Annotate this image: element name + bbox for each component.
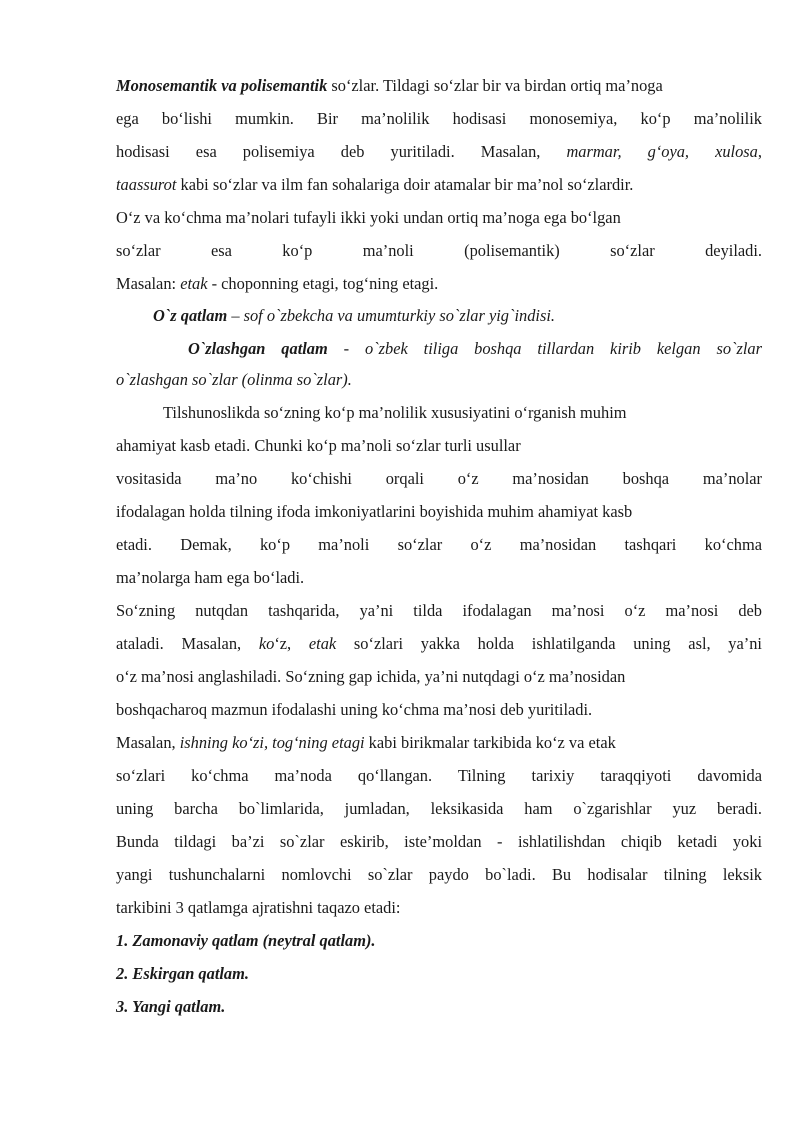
text-line (116, 733, 762, 753)
text-line: so‘zlari ko‘chma ma’noda qo‘llangan. Tilning tarixiy taraqqiyoti davomida (116, 766, 762, 785)
text-span: Masalan, (116, 733, 180, 752)
text-line (116, 634, 762, 654)
text-line: tarkibini 3 qatlamga ajratishni taqazo etadi: (116, 898, 401, 917)
term-heading: Monosemantik va polisemantik (116, 76, 328, 95)
italic-span: taassurot (116, 175, 177, 194)
text-span: so‘zlari yakka holda ishlatilganda uning asl, ya’ni (336, 634, 762, 653)
text-line: o‘z ma’nosi anglashiladi. So‘zning gap ichida, ya’ni nutqdagi o‘z ma’nosidan (116, 667, 626, 686)
italic-span: ko (258, 634, 275, 653)
text-line: ahamiyat kasb etadi. Chunki ko‘p ma’noli so‘zlar turli usullar (116, 436, 521, 455)
list-item: 1. Zamonaviy qatlam (neytral qatlam). (116, 931, 376, 950)
italic-span: marmar, g‘oya, xulosa (566, 142, 758, 161)
text-line: etadi. Demak, ko‘p ma’noli so‘zlar o‘z ma’nosidan tashqari ko‘chma (116, 535, 762, 554)
term-heading: O`z qatlam (153, 306, 228, 325)
list-item: 2. Eskirgan qatlam. (116, 964, 249, 983)
text-line: Bunda tildagi ba’zi so`zlar eskirib, iste’moldan - ishlatilishdan chiqib ketadi yoki (116, 832, 762, 851)
text-line: o`zlashgan so`zlar (olinma so`zlar). (116, 370, 352, 389)
text-line (116, 274, 762, 294)
text-line: ega bo‘lishi mumkin. Bir ma’nolilik hodisasi monosemiya, ko‘p ma’nolilik (116, 109, 762, 128)
text-line (116, 142, 762, 162)
text-line: ma’nolarga ham ega bo‘ladi. (116, 568, 305, 587)
text-line (153, 306, 762, 326)
italic-span: ishning ko‘zi, tog‘ning etagi (179, 733, 365, 752)
text-line: so‘zlar esa ko‘p ma’noli (polisemantik) so‘zlar deyiladi. (116, 241, 762, 260)
text-line: uning barcha bo`limlarida, jumladan, leksikasida ham o`zgarishlar yuz beradi. (116, 799, 762, 818)
italic-span: etak (180, 274, 208, 293)
text-line: ifodalagan holda tilning ifoda imkoniyatlarini boyishida muhim ahamiyat kasb (116, 502, 633, 521)
term-heading: O`zlashgan qatlam (188, 339, 328, 358)
text-span: kabi birikmalar tarkibida ko‘z va etak (364, 733, 616, 752)
text-line: yangi tushunchalarni nomlovchi so`zlar paydo bo`ladi. Bu hodisalar tilning leksik (116, 865, 762, 884)
text-span: , (757, 142, 762, 161)
text-line: So‘zning nutqdan tashqarida, ya’ni tilda ifodalagan ma’nosi o‘z ma’nosi deb (116, 601, 762, 620)
text-span: hodisasi esa polisemiya deb yuritiladi. Masalan, (116, 142, 567, 161)
text-line: O‘z va ko‘chma ma’nolari tufayli ikki yoki undan ortiq ma’noga ega bo‘lgan (116, 208, 621, 227)
text-span: Masalan: (116, 274, 181, 293)
text-span: ataladi. Masalan, (116, 634, 259, 653)
text-line (188, 339, 762, 359)
italic-span: etak (308, 634, 337, 653)
text-span: kabi so‘zlar va ilm fan sohalariga doir atamalar bir ma’nol so‘zlardir. (176, 175, 634, 194)
text-line: vositasida ma’no ko‘chishi orqali o‘z ma’nosidan boshqa ma’nolar (116, 469, 762, 488)
text-span: so‘zlar. Tildagi so‘zlar bir va birdan ortiq ma’noga (327, 76, 663, 95)
italic-span: - o`zbek tiliga boshqa tillardan kirib kelgan so`zlar (327, 339, 763, 358)
italic-span: – sof o`zbekcha va umumturkiy so`zlar yig`indisi. (227, 306, 555, 325)
text-line (116, 175, 762, 195)
text-line: boshqacharoq mazmun ifodalashi uning ko‘chma ma’nosi deb yuritiladi. (116, 700, 593, 719)
list-item: 3. Yangi qatlam. (116, 997, 226, 1016)
text-span: - choponning etagi, tog‘ning etagi. (207, 274, 439, 293)
text-span: ‘z, (274, 634, 309, 653)
text-line: Tilshunoslikda so‘zning ko‘p ma’nolilik xususiyatini o‘rganish muhim (163, 403, 627, 422)
text-line (116, 76, 762, 96)
